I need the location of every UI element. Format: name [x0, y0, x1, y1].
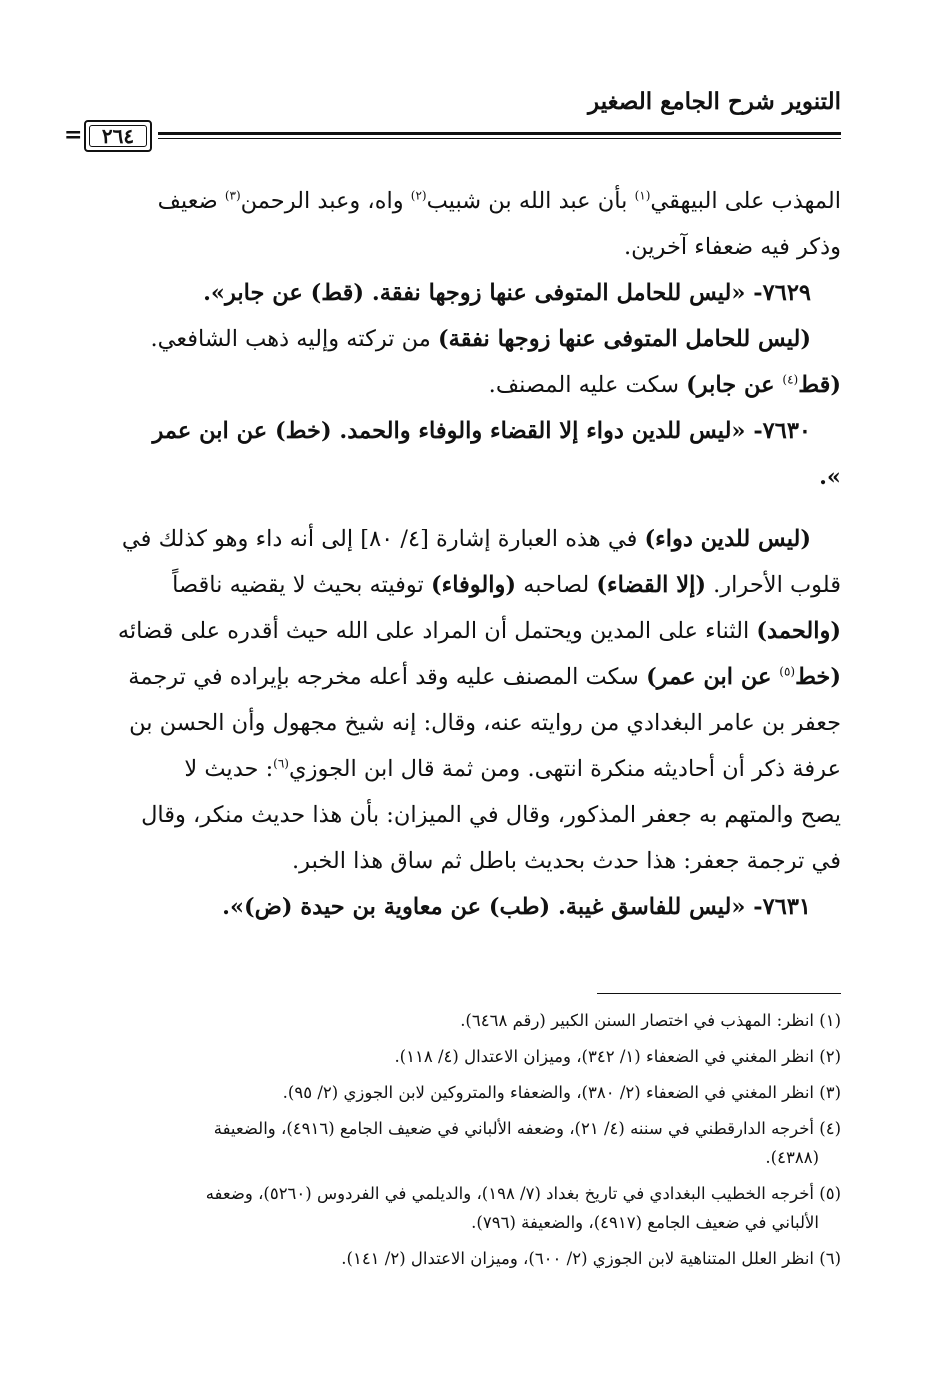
footnote: (٤) أخرجه الدارقطني في سننه (٤/ ٢١)، وضعفه الألباني في ضعيف الجامع (٤٩١٦)، والضعيفة	[213, 1119, 841, 1138]
text-line: (والحمد) الثناء على المدين ويحتمل أن المراد على الله حيث أقدره على قضائه	[117, 618, 841, 644]
text-line: المهذب على البيهقي$^{(١)}$ بأن عبد الله بن شبيب$^{(٢)}$ واه، وعبد الرحمن$^{(٣)}$ ضعيف	[157, 188, 841, 214]
text-line: وذكر فيه ضعفاء آخرين.	[624, 234, 841, 260]
footnote: (٥) أخرجه الخطيب البغدادي في تاريخ بغداد (٧/ ١٩٨)، والديلمي في الفردوس (٥٢٦٠)، وضعفه	[205, 1184, 841, 1203]
footnote-ref: (٥)	[779, 664, 796, 679]
hadith-heading: ٧٦٢٩- «ليس للحامل المتوفى عنها زوجها نفقة. (قط) عن جابر».	[203, 280, 811, 306]
hadith-heading: ٧٦٣٠- «ليس للدين دواء إلا القضاء والوفاء والحمد. (خط) عن ابن عمر	[152, 418, 811, 444]
text-line: (ليس للدين دواء) في هذه العبارة إشارة [٤/ ٨٠] إلى أنه داء وهو كذلك في	[121, 526, 811, 552]
footnote-ref: (١)	[634, 188, 651, 203]
text-line: يصح والمتهم به جعفر المذكور، وقال في الميزان: بأن هذا حديث منكر، وقال	[141, 802, 841, 828]
text-line: ».	[819, 464, 841, 490]
header-rule-thin	[158, 138, 841, 139]
footnote-continuation: (٤٣٨٨).	[765, 1148, 819, 1167]
running-title: التنوير شرح الجامع الصغير	[588, 88, 841, 115]
footnote-ref: (٦)	[273, 756, 289, 771]
footnote: (٢) انظر المغني في الضعفاء (١/ ٣٤٢)، وميزان الاعتدال (٤/ ١١٨).	[394, 1047, 841, 1066]
text-line: في ترجمة جعفر: هذا حدث بحديث باطل ثم ساق هذا الخبر.	[292, 848, 841, 874]
header-rule-thick	[158, 132, 841, 135]
text-line: عرفة ذكر أن أحاديثه منكرة انتهى. ومن ثمة قال ابن الجوزي$^{(٦)}$: حديث لا	[184, 756, 841, 782]
footnote: (٣) انظر المغني في الضعفاء (٢/ ٣٨٠)، والضعفاء والمتروكين لابن الجوزي (٢/ ٩٥).	[282, 1083, 841, 1102]
footnote-ref: (٢)	[410, 188, 427, 203]
text-line: (قط$^{(٤)}$ عن جابر) سكت عليه المصنف.	[488, 372, 841, 398]
text-line: (ليس للحامل المتوفى عنها زوجها نفقة) من تركته وإليه ذهب الشافعي.	[150, 326, 811, 352]
footnote-continuation: الألباني في ضعيف الجامع (٤٩١٧)، والضعيفة (٧٩٦).	[471, 1213, 819, 1232]
page-number-box	[84, 120, 152, 152]
footnote-ref: (٤)	[782, 372, 799, 387]
footnote-separator	[597, 993, 841, 994]
text-line: (خط$^{(٥)}$ عن ابن عمر) سكت المصنف عليه وقد أعله مخرجه بإيراده في ترجمة	[128, 664, 841, 690]
page-number: ٢٦٤	[101, 124, 135, 148]
text-line: قلوب الأحرار. (إلا القضاء) لصاحبه (والوفاء) توفيته بحيث لا يقضيه ناقصاً	[172, 572, 841, 598]
text-line: جعفر بن عامر البغدادي من روايته عنه، وقال: إنه شيخ مجهول وأن الحسن بن	[129, 710, 841, 736]
footnote: (١) انظر: المهذب في اختصار السنن الكبير (رقم ٦٤٦٨).	[460, 1011, 841, 1030]
main-text	[104, 178, 841, 930]
footnote: (٦) انظر العلل المتناهية لابن الجوزي (٢/ ٦٠٠)، وميزان الاعتدال (٢/ ١٤١).	[341, 1249, 841, 1268]
footnotes	[104, 1006, 841, 1280]
header-ornament: =	[64, 122, 83, 148]
footnote-ref: (٣)	[224, 188, 241, 203]
hadith-heading: ٧٦٣١- «ليس للفاسق غيبة. (طب) عن معاوية بن حيدة (ض)».	[222, 894, 811, 920]
